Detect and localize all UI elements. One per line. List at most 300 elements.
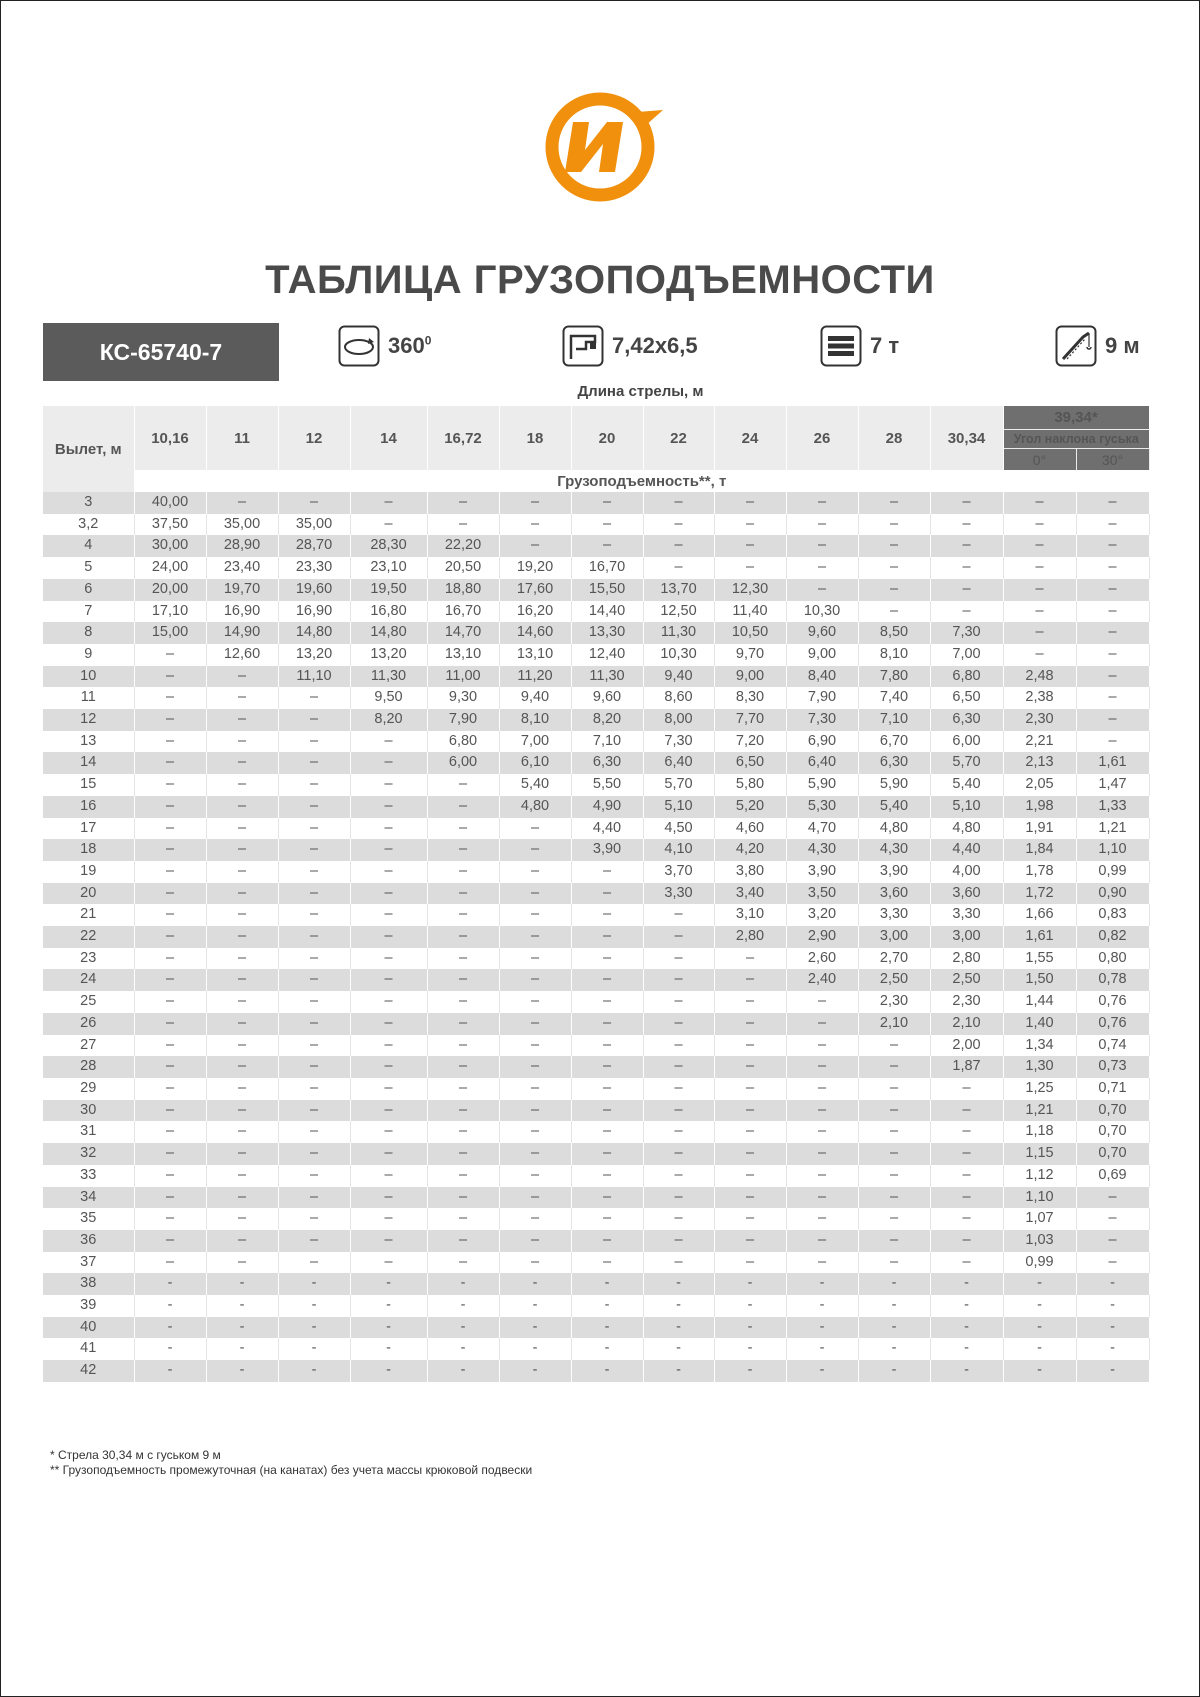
capacity-cell: –	[1076, 601, 1149, 623]
capacity-cell: 17,10	[134, 601, 206, 623]
capacity-cell: –	[930, 514, 1003, 536]
capacity-cell: –	[427, 492, 499, 514]
capacity-cell: –	[278, 709, 350, 731]
radius-cell: 36	[43, 1230, 134, 1252]
capacity-cell: 11,30	[643, 622, 714, 644]
capacity-cell: -	[858, 1273, 930, 1295]
capacity-cell: –	[858, 1252, 930, 1274]
capacity-cell: -	[350, 1273, 427, 1295]
capacity-cell: 15,00	[134, 622, 206, 644]
spec-counterweight-value: 7 т	[870, 333, 900, 358]
capacity-cell: –	[571, 1013, 643, 1035]
capacity-cell: 0,70	[1076, 1100, 1149, 1122]
capacity-cell: 24,00	[134, 557, 206, 579]
capacity-cell: –	[571, 1035, 643, 1057]
capacity-cell: –	[643, 1013, 714, 1035]
capacity-cell: –	[499, 1208, 571, 1230]
capacity-cell: –	[134, 948, 206, 970]
capacity-cell: –	[350, 1035, 427, 1057]
capacity-cell: –	[499, 839, 571, 861]
capacity-cell: 2,80	[930, 948, 1003, 970]
capacity-cell: –	[206, 1078, 278, 1100]
capacity-cell: 8,20	[350, 709, 427, 731]
capacity-cell: -	[1003, 1360, 1076, 1382]
capacity-cell: –	[350, 1252, 427, 1274]
capacity-cell: –	[930, 1230, 1003, 1252]
capacity-cell: 1,34	[1003, 1035, 1076, 1057]
capacity-cell: 28,90	[206, 535, 278, 557]
radius-cell: 3	[43, 492, 134, 514]
capacity-cell: 16,90	[206, 601, 278, 623]
capacity-cell: 1,98	[1003, 796, 1076, 818]
capacity-cell: -	[206, 1273, 278, 1295]
table-row	[43, 1056, 1149, 1078]
capacity-cell: -	[427, 1295, 499, 1317]
jib-angle-30: 30°	[1076, 449, 1149, 471]
capacity-cell: 19,70	[206, 579, 278, 601]
boom-length-header: 26	[786, 406, 858, 470]
capacity-cell: –	[714, 969, 786, 991]
capacity-cell: –	[134, 1208, 206, 1230]
capacity-cell: 2,40	[786, 969, 858, 991]
capacity-cell: 1,03	[1003, 1230, 1076, 1252]
capacity-cell: 16,70	[571, 557, 643, 579]
boom-length-header: 14	[350, 406, 427, 470]
capacity-cell: 9,30	[427, 687, 499, 709]
capacity-cell: 6,50	[930, 687, 1003, 709]
capacity-cell: 4,20	[714, 839, 786, 861]
capacity-cell: 0,69	[1076, 1165, 1149, 1187]
table-row	[43, 904, 1149, 926]
capacity-cell: –	[1076, 666, 1149, 688]
table-row	[43, 1273, 1149, 1295]
capacity-cell: –	[714, 535, 786, 557]
capacity-cell: 2,13	[1003, 752, 1076, 774]
capacity-cell: –	[643, 535, 714, 557]
capacity-cell: –	[134, 883, 206, 905]
capacity-cell: –	[350, 818, 427, 840]
capacity-cell: –	[278, 818, 350, 840]
capacity-cell: 4,40	[930, 839, 1003, 861]
capacity-cell: -	[427, 1338, 499, 1360]
capacity-cell: –	[858, 1165, 930, 1187]
capacity-cell: –	[499, 926, 571, 948]
capacity-cell: 6,70	[858, 731, 930, 753]
capacity-cell: -	[571, 1295, 643, 1317]
radius-cell: 42	[43, 1360, 134, 1382]
capacity-cell: –	[930, 492, 1003, 514]
table-row	[43, 1121, 1149, 1143]
capacity-cell: 0,90	[1076, 883, 1149, 905]
page-title: ТАБЛИЦА ГРУЗОПОДЪЕМНОСТИ	[265, 258, 935, 302]
table-row	[43, 601, 1149, 623]
spec-outriggers-value: 7,42х6,5	[612, 333, 698, 358]
capacity-cell: –	[278, 1078, 350, 1100]
capacity-cell: -	[350, 1360, 427, 1382]
capacity-cell: –	[350, 774, 427, 796]
capacity-cell: –	[930, 1078, 1003, 1100]
capacity-cell: 28,70	[278, 535, 350, 557]
capacity-cell: 19,20	[499, 557, 571, 579]
capacity-cell: 5,80	[714, 774, 786, 796]
capacity-cell: –	[206, 1208, 278, 1230]
capacity-cell: –	[278, 883, 350, 905]
capacity-cell: –	[499, 1100, 571, 1122]
capacity-cell: 7,40	[858, 687, 930, 709]
capacity-cell: –	[1003, 622, 1076, 644]
capacity-cell: –	[206, 969, 278, 991]
table-row	[43, 731, 1149, 753]
capacity-cell: –	[643, 557, 714, 579]
capacity-cell: –	[350, 492, 427, 514]
capacity-cell: -	[206, 1338, 278, 1360]
capacity-cell: –	[643, 1230, 714, 1252]
capacity-cell: –	[1003, 579, 1076, 601]
capacity-cell: 5,40	[858, 796, 930, 818]
capacity-cell: 5,90	[786, 774, 858, 796]
radius-cell: 32	[43, 1143, 134, 1165]
capacity-cell: -	[643, 1295, 714, 1317]
capacity-cell: 11,30	[350, 666, 427, 688]
table-row	[43, 796, 1149, 818]
capacity-cell: 14,60	[499, 622, 571, 644]
capacity-cell: –	[858, 535, 930, 557]
capacity-cell: –	[278, 1143, 350, 1165]
capacity-cell: 6,00	[930, 731, 1003, 753]
capacity-cell: –	[930, 557, 1003, 579]
capacity-cell: -	[499, 1317, 571, 1339]
capacity-cell: –	[1076, 622, 1149, 644]
capacity-cell: -	[350, 1317, 427, 1339]
capacity-cell: –	[427, 796, 499, 818]
capacity-cell: 9,00	[714, 666, 786, 688]
capacity-cell: –	[350, 969, 427, 991]
radius-cell: 13	[43, 731, 134, 753]
capacity-cell: 3,00	[858, 926, 930, 948]
capacity-cell: –	[499, 1165, 571, 1187]
capacity-cell: –	[206, 796, 278, 818]
capacity-cell: –	[350, 731, 427, 753]
capacity-cell: -	[427, 1360, 499, 1382]
capacity-cell: 13,10	[499, 644, 571, 666]
capacity-cell: 4,30	[786, 839, 858, 861]
capacity-cell: –	[350, 1230, 427, 1252]
capacity-cell: -	[350, 1295, 427, 1317]
capacity-cell: –	[930, 535, 1003, 557]
capacity-cell: -	[1076, 1360, 1149, 1382]
capacity-cell: -	[714, 1360, 786, 1382]
capacity-cell: –	[350, 514, 427, 536]
radius-cell: 22	[43, 926, 134, 948]
table-body	[43, 492, 1149, 1382]
capacity-cell: –	[134, 774, 206, 796]
capacity-cell: –	[571, 948, 643, 970]
capacity-cell: 4,10	[643, 839, 714, 861]
capacity-cell: 6,80	[930, 666, 1003, 688]
capacity-cell: 8,20	[571, 709, 643, 731]
capacity-cell: –	[427, 904, 499, 926]
capacity-cell: 8,60	[643, 687, 714, 709]
capacity-cell: –	[350, 861, 427, 883]
capacity-cell: –	[278, 1121, 350, 1143]
boom-length-header: 22	[643, 406, 714, 470]
capacity-cell: –	[786, 1252, 858, 1274]
radius-cell: 35	[43, 1208, 134, 1230]
capacity-cell: –	[134, 926, 206, 948]
capacity-cell: 9,60	[571, 687, 643, 709]
capacity-cell: –	[427, 514, 499, 536]
capacity-cell: –	[571, 1165, 643, 1187]
capacity-cell: –	[206, 861, 278, 883]
capacity-cell: –	[1003, 514, 1076, 536]
boom-length-header: 24	[714, 406, 786, 470]
capacity-cell: 1,30	[1003, 1056, 1076, 1078]
capacity-cell: 7,10	[858, 709, 930, 731]
capacity-cell: –	[643, 1078, 714, 1100]
capacity-cell: –	[206, 1230, 278, 1252]
capacity-cell: –	[1076, 535, 1149, 557]
capacity-cell: 14,80	[350, 622, 427, 644]
capacity-cell: –	[714, 1208, 786, 1230]
capacity-cell: –	[350, 948, 427, 970]
capacity-cell: –	[134, 1121, 206, 1143]
capacity-cell: 9,40	[499, 687, 571, 709]
capacity-cell: 2,00	[930, 1035, 1003, 1057]
capacity-cell: –	[786, 991, 858, 1013]
capacity-cell: –	[930, 1100, 1003, 1122]
jib-angle-header: Угол наклона гуська	[1003, 430, 1149, 449]
capacity-cell: -	[206, 1360, 278, 1382]
radius-cell: 28	[43, 1056, 134, 1078]
boom-length-header: 28	[858, 406, 930, 470]
capacity-cell: –	[643, 904, 714, 926]
capacity-cell: –	[427, 1121, 499, 1143]
capacity-cell: –	[278, 861, 350, 883]
radius-cell: 20	[43, 883, 134, 905]
capacity-cell: –	[714, 1100, 786, 1122]
capacity-cell: 3,50	[786, 883, 858, 905]
capacity-cell: 3,70	[643, 861, 714, 883]
table-row	[43, 1035, 1149, 1057]
radius-cell: 29	[43, 1078, 134, 1100]
capacity-cell: 0,70	[1076, 1143, 1149, 1165]
capacity-cell: –	[134, 752, 206, 774]
table-row	[43, 1165, 1149, 1187]
capacity-cell: 3,30	[930, 904, 1003, 926]
capacity-cell: –	[206, 948, 278, 970]
capacity-cell: 14,40	[571, 601, 643, 623]
capacity-cell: –	[427, 839, 499, 861]
capacity-cell: –	[206, 1056, 278, 1078]
capacity-cell: -	[571, 1317, 643, 1339]
capacity-cell: -	[427, 1317, 499, 1339]
capacity-cell: –	[786, 492, 858, 514]
table-row	[43, 1252, 1149, 1274]
capacity-cell: 1,50	[1003, 969, 1076, 991]
capacity-cell: –	[1076, 687, 1149, 709]
capacity-cell: –	[643, 514, 714, 536]
capacity-cell: –	[786, 1013, 858, 1035]
capacity-cell: -	[499, 1338, 571, 1360]
capacity-cell: 35,00	[278, 514, 350, 536]
capacity-cell: –	[427, 1208, 499, 1230]
footnote-capacity: ** Грузоподъемность промежуточная (на канатах) без учета массы крюковой подвески	[50, 1463, 533, 1477]
capacity-cell: –	[786, 535, 858, 557]
capacity-cell: –	[134, 1230, 206, 1252]
capacity-cell: 17,60	[499, 579, 571, 601]
table-row	[43, 1295, 1149, 1317]
capacity-cell: –	[930, 1121, 1003, 1143]
capacity-cell: –	[643, 969, 714, 991]
capacity-cell: –	[350, 1100, 427, 1122]
capacity-cell: –	[714, 1121, 786, 1143]
capacity-cell: 6,50	[714, 752, 786, 774]
capacity-cell: 4,00	[930, 861, 1003, 883]
boom-length-header: 11	[206, 406, 278, 470]
capacity-cell: 4,40	[571, 818, 643, 840]
capacity-cell: -	[930, 1360, 1003, 1382]
capacity-cell: –	[714, 1165, 786, 1187]
capacity-cell: –	[278, 492, 350, 514]
capacity-cell: –	[499, 991, 571, 1013]
capacity-cell: –	[134, 687, 206, 709]
jib-angle-0: 0°	[1003, 449, 1076, 471]
boom-length-header: 12	[278, 406, 350, 470]
capacity-cell: –	[714, 557, 786, 579]
capacity-cell: –	[1003, 644, 1076, 666]
capacity-cell: –	[134, 1252, 206, 1274]
capacity-cell: 7,00	[499, 731, 571, 753]
capacity-cell: –	[134, 1100, 206, 1122]
capacity-cell: 0,99	[1003, 1252, 1076, 1274]
capacity-cell: -	[786, 1338, 858, 1360]
capacity-cell: –	[643, 1056, 714, 1078]
capacity-cell: –	[571, 883, 643, 905]
spec-jib-value: 9 м	[1105, 333, 1140, 358]
capacity-cell: –	[350, 1143, 427, 1165]
capacity-cell: –	[786, 1100, 858, 1122]
radius-cell: 27	[43, 1035, 134, 1057]
capacity-cell: –	[858, 1230, 930, 1252]
capacity-cell: 0,78	[1076, 969, 1149, 991]
capacity-cell: 22,20	[427, 535, 499, 557]
capacity-cell: 1,44	[1003, 991, 1076, 1013]
capacity-cell: –	[427, 926, 499, 948]
capacity-cell: –	[350, 1056, 427, 1078]
capacity-cell: –	[714, 1013, 786, 1035]
capacity-cell: 5,70	[930, 752, 1003, 774]
capacity-cell: –	[278, 1252, 350, 1274]
capacity-cell: 20,50	[427, 557, 499, 579]
capacity-cell: 14,70	[427, 622, 499, 644]
capacity-cell: –	[427, 991, 499, 1013]
capacity-cell: –	[206, 709, 278, 731]
boom-length-header: 16,72	[427, 406, 499, 470]
capacity-cell: –	[278, 839, 350, 861]
capacity-cell: 0,99	[1076, 861, 1149, 883]
radius-cell: 24	[43, 969, 134, 991]
capacity-cell: –	[278, 969, 350, 991]
capacity-cell: 7,00	[930, 644, 1003, 666]
capacity-cell: –	[643, 1035, 714, 1057]
capacity-cell: –	[134, 818, 206, 840]
capacity-cell: 5,10	[930, 796, 1003, 818]
capacity-cell: 8,10	[499, 709, 571, 731]
radius-cell: 4	[43, 535, 134, 557]
capacity-cell: 2,30	[930, 991, 1003, 1013]
capacity-cell: -	[930, 1273, 1003, 1295]
capacity-cell: –	[206, 1165, 278, 1187]
capacity-cell: 16,90	[278, 601, 350, 623]
capacity-cell: –	[571, 1143, 643, 1165]
capacity-cell: -	[278, 1338, 350, 1360]
radius-cell: 40	[43, 1317, 134, 1339]
capacity-cell: 7,80	[858, 666, 930, 688]
capacity-cell: –	[134, 666, 206, 688]
capacity-cell: -	[930, 1338, 1003, 1360]
capacity-cell: 9,50	[350, 687, 427, 709]
table-row	[43, 839, 1149, 861]
capacity-cell: 1,40	[1003, 1013, 1076, 1035]
capacity-cell: 3,20	[786, 904, 858, 926]
capacity-cell: 0,76	[1076, 991, 1149, 1013]
capacity-cell: –	[571, 1230, 643, 1252]
capacity-cell: 14,80	[278, 622, 350, 644]
capacity-cell: -	[643, 1273, 714, 1295]
capacity-cell: –	[714, 1078, 786, 1100]
capacity-cell: –	[134, 796, 206, 818]
radius-cell: 30	[43, 1100, 134, 1122]
capacity-cell: 1,07	[1003, 1208, 1076, 1230]
capacity-cell: –	[206, 1035, 278, 1057]
capacity-cell: 9,60	[786, 622, 858, 644]
capacity-cell: –	[206, 904, 278, 926]
table-row	[43, 666, 1149, 688]
table-row	[43, 1187, 1149, 1209]
capacity-cell: –	[206, 687, 278, 709]
capacity-cell: –	[858, 1143, 930, 1165]
capacity-cell: 11,40	[714, 601, 786, 623]
capacity-cell: 1,66	[1003, 904, 1076, 926]
capacity-cell: –	[1076, 492, 1149, 514]
capacity-cell: 4,70	[786, 818, 858, 840]
capacity-cell: 7,70	[714, 709, 786, 731]
capacity-cell: –	[571, 969, 643, 991]
capacity-cell: –	[714, 1143, 786, 1165]
capacity-cell: 8,50	[858, 622, 930, 644]
capacity-cell: 1,10	[1076, 839, 1149, 861]
capacity-cell: –	[930, 1252, 1003, 1274]
capacity-cell: 8,00	[643, 709, 714, 731]
capacity-cell: -	[643, 1338, 714, 1360]
capacity-cell: –	[278, 687, 350, 709]
table-row	[43, 1013, 1149, 1035]
boom-length-row	[43, 406, 1149, 430]
capacity-cell: 1,61	[1076, 752, 1149, 774]
capacity-cell: –	[571, 991, 643, 1013]
capacity-cell: –	[858, 1208, 930, 1230]
capacity-cell: –	[427, 1165, 499, 1187]
capacity-cell: –	[571, 1056, 643, 1078]
capacity-cell: -	[1003, 1273, 1076, 1295]
radius-cell: 11	[43, 687, 134, 709]
capacity-cell: –	[427, 1230, 499, 1252]
capacity-cell: 35,00	[206, 514, 278, 536]
capacity-cell: –	[206, 1013, 278, 1035]
capacity-cell: –	[858, 601, 930, 623]
capacity-cell: –	[427, 948, 499, 970]
table-row	[43, 644, 1149, 666]
